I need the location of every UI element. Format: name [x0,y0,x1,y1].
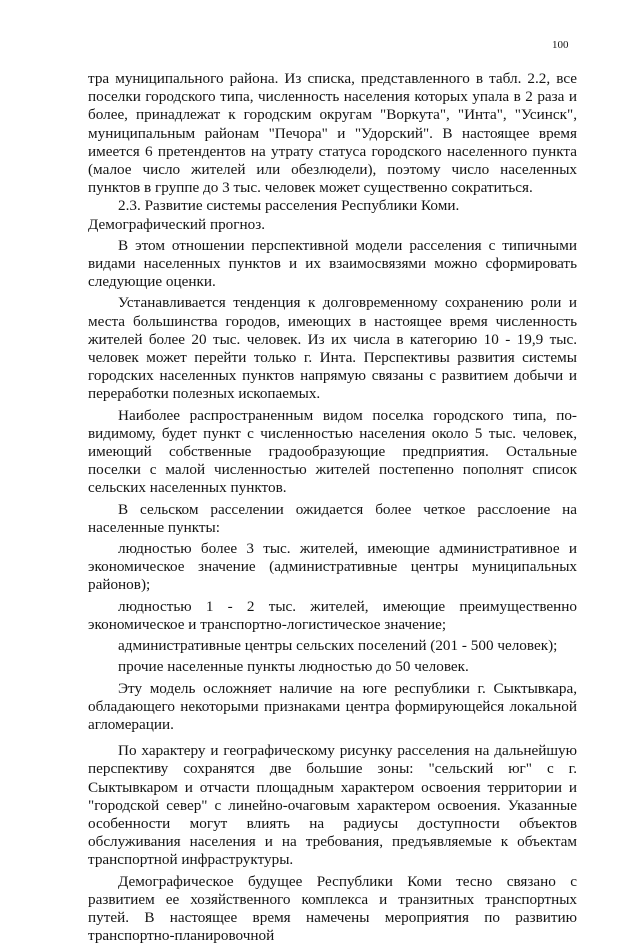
paragraph: Демографическое будущее Республики Коми тесно связано с развитием ее хозяйственного комплекса и транзитных транспортных путей. В настоящее время намечены мероприятия по развитию транспортно-планировочной [88,872,577,945]
paragraph: Наиболее распространенным видом поселка городского типа, по-видимому, будет пункт с численностью населения около 5 тыс. человек, имеющий собственные градообразующие предприятия. Остальные поселки с малой численностью жителей постепенно пополнят список сельских населенных пунктов. [88,406,577,497]
paragraph: Устанавливается тенденция к долговременному сохранению роли и места большинства городов, имеющих в настоящее время численность жителей более 20 тыс. человек. Из их числа в категорию 10 - 19,9 тыс. человек может перейти только г. Инта. Перспективы развития системы городских населенных пунктов напрямую связаны с развитием добычи и переработки полезных ископаемых. [88,294,577,403]
section-heading: 2.3. Развитие системы расселения Республики Коми. Демографический прогноз. [88,197,460,233]
list-item: людностью более 3 тыс. жителей, имеющие административное и экономическое значение (административные центры муниципальных районов); [88,540,577,594]
list-item: административные центры сельских поселений (201 - 500 человек); [118,637,558,655]
paragraph-continuation: тра муниципального района. Из списка, представленного в табл. 2.2, все поселки городского типа, численность населения которых упала в 2 раза и более, принадлежат к городским округам "Воркута", "Инта", "Усинск", муниципальным районам "Печора" и "Удорский". В настоящее время имеется 6 претендентов на утрату статуса городского населенного пункта (малое число жителей или обезлюдели), поэтому число населенных пунктов в группе до 3 тыс. человек может существенно сократиться. [88,70,577,197]
paragraph: Эту модель осложняет наличие на юге республики г. Сыктывкара, обладающего некоторыми признаками центра формирующейся локальной агломерации. [88,679,577,733]
list-item: людностью 1 - 2 тыс. жителей, имеющие преимущественно экономическое и транспортно-логистическое значение; [88,597,577,633]
page-number: 100 [552,39,569,51]
list-item: прочие населенные пункты людностью до 50 человек. [118,658,469,676]
paragraph: В этом отношении перспективной модели расселения с типичными видами населенных пунктов и их взаимосвязями можно сформировать следующие оценки. [88,236,577,291]
paragraph: В сельском расселении ожидается более четкое расслоение на населенные пункты: [88,500,577,536]
document-body [88,70,577,945]
paragraph: По характеру и географическому рисунку расселения на дальнейшую перспективу сохранятся две большие зоны: "сельский юг" с г. Сыктывкаром и отчасти площадным характером освоения территории и "городской север" с линейно-очаговым характером освоения. Указанные особенности могут влиять на радиусы доступности объектов обслуживания населения и на требования, предъявляемые к объектам транспортной инфраструктуры. [88,742,577,869]
